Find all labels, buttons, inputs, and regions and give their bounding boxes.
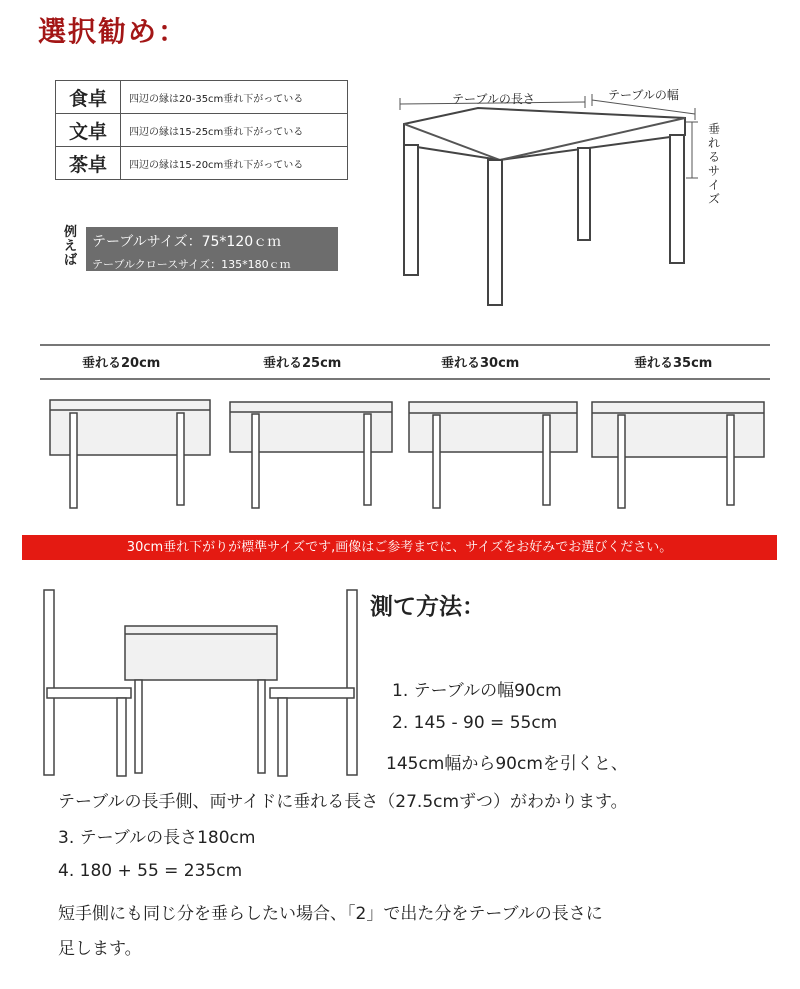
- length-label: テーブルの長さ: [452, 92, 535, 106]
- drop-label: 垂れるサイズ: [708, 122, 721, 206]
- step-3: 3. テーブルの長さ180cm: [58, 828, 256, 848]
- example-label: 例えば: [64, 225, 78, 268]
- drape-table-35: [592, 402, 764, 508]
- step-2-result: テーブルの長手側、両サイドに垂れる長さ（27.5cmずつ）がわかります。: [58, 792, 628, 812]
- step-2: 2. 145 - 90 = 55cm: [392, 713, 558, 733]
- table-drop-desc: 四辺の縁は15-20cm垂れ下がっている: [121, 147, 348, 180]
- howto-title: 測て方法：: [370, 593, 485, 620]
- notice-banner: 30cm垂れ下がりが標準サイズです,画像はご参考までに、サイズをお好みでお選びください。: [22, 535, 777, 560]
- drape-table-20: [50, 400, 210, 508]
- drape-label-20: 垂れる20cm: [82, 356, 161, 371]
- example-cloth-size: テーブルクロースサイズ：135*180ｃｍ: [92, 258, 291, 271]
- drape-table-25: [230, 402, 392, 508]
- step-4-note: 短手側にも同じ分を垂らしたい場合、「2」で出た分をテーブルの長さに: [58, 904, 603, 924]
- example-table-size: テーブルサイズ：75*120ｃｍ: [92, 234, 282, 250]
- step-4: 4. 180 + 55 = 235cm: [58, 861, 243, 881]
- table-type: 茶卓: [56, 147, 121, 180]
- drape-label-30: 垂れる30cm: [441, 356, 520, 371]
- table-drop-desc: 四辺の縁は15-25cm垂れ下がっている: [121, 114, 348, 147]
- step-4-note-cont: 足します。: [58, 939, 142, 959]
- drape-table-30: [409, 402, 577, 508]
- table-drop-desc: 四辺の縁は20-35cm垂れ下がっている: [121, 81, 348, 114]
- page-title: 選択勧め：: [38, 15, 189, 48]
- step-1: 1. テーブルの幅90cm: [392, 681, 562, 701]
- drape-label-35: 垂れる35cm: [634, 356, 713, 371]
- step-2-note: 145cm幅から90cmを引くと、: [386, 754, 628, 774]
- table-type: 文卓: [56, 114, 121, 147]
- table-type: 食卓: [56, 81, 121, 114]
- width-label: テーブルの幅: [608, 88, 679, 102]
- drape-label-25: 垂れる25cm: [263, 356, 342, 371]
- table-diagram: [404, 108, 685, 305]
- measure-diagram: [44, 590, 357, 776]
